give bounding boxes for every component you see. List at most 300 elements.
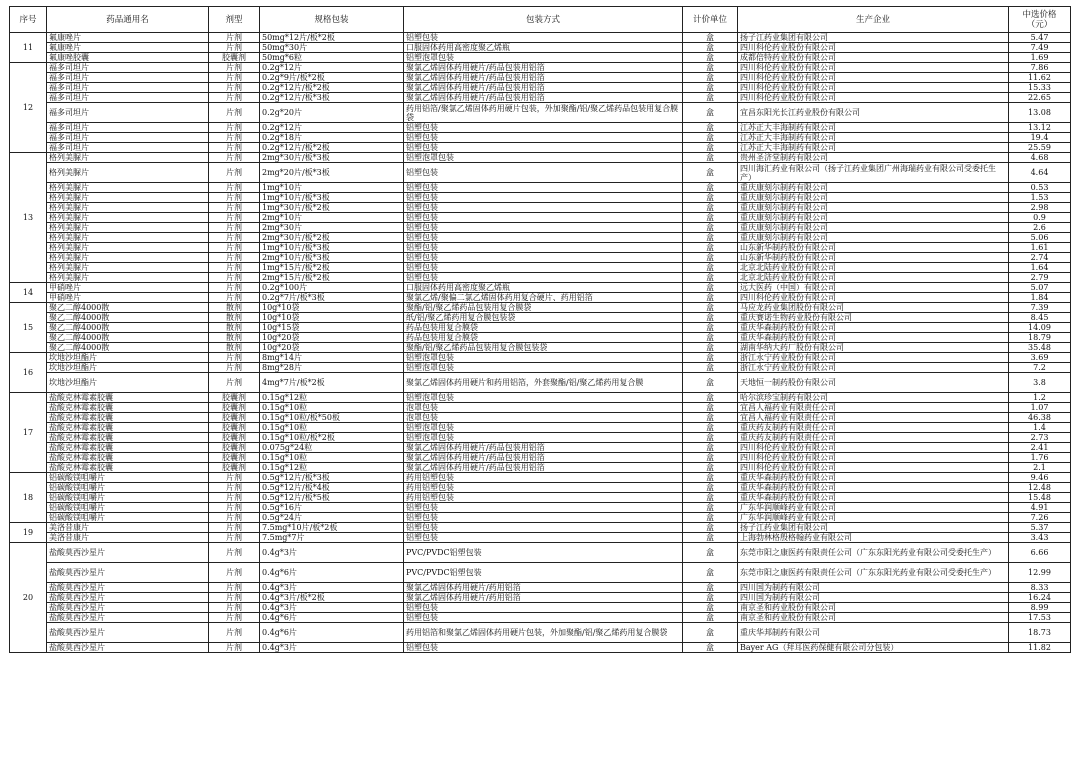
manufacturer-cell: 重庆华森制药股份有限公司 (738, 493, 1009, 503)
dosage-form-cell: 片剂 (209, 183, 260, 193)
specification-cell: 0.15g*10粒 (260, 453, 404, 463)
dosage-form-cell: 散剂 (209, 313, 260, 323)
specification-cell: 0.4g*6片 (260, 623, 404, 643)
drug-name-cell: 铝碳酸镁咀嚼片 (47, 483, 209, 493)
manufacturer-cell: 广东华润顺峰药业有限公司 (738, 503, 1009, 513)
packaging-cell: 口服固体药用高密度聚乙烯瓶 (404, 283, 683, 293)
specification-cell: 1mg*30片/板*2板 (260, 203, 404, 213)
price-cell: 6.66 (1009, 543, 1071, 563)
specification-cell: 0.15g*10粒 (260, 423, 404, 433)
table-row (10, 643, 1071, 653)
unit-cell: 盒 (683, 303, 738, 313)
manufacturer-cell: 重庆康刻尔制药有限公司 (738, 193, 1009, 203)
drug-name-cell: 甲硝唑片 (47, 293, 209, 303)
table-row (10, 203, 1071, 213)
packaging-cell: 铝塑包装 (404, 213, 683, 223)
table-row (10, 393, 1071, 403)
packaging-cell: 药用铝塑包装 (404, 473, 683, 483)
price-cell: 2.98 (1009, 203, 1071, 213)
unit-cell: 盒 (683, 183, 738, 193)
packaging-cell: 药用铝塑包装 (404, 493, 683, 503)
table-row (10, 603, 1071, 613)
specification-cell: 0.2g*12片 (260, 123, 404, 133)
dosage-form-cell: 片剂 (209, 293, 260, 303)
dosage-form-cell: 片剂 (209, 143, 260, 153)
manufacturer-cell: 东莞市阳之康医药有限责任公司（广东东阳光药业有限公司受委托生产） (738, 543, 1009, 563)
header-price (1009, 7, 1071, 33)
price-cell: 7.2 (1009, 363, 1071, 373)
table-row (10, 273, 1071, 283)
price-cell: 1.07 (1009, 403, 1071, 413)
drug-name-cell: 格列美脲片 (47, 223, 209, 233)
specification-cell: 0.5g*12片/板*5板 (260, 493, 404, 503)
seq-cell: 17 (10, 393, 47, 473)
price-cell: 1.2 (1009, 393, 1071, 403)
price-cell: 5.06 (1009, 233, 1071, 243)
unit-cell: 盒 (683, 433, 738, 443)
unit-cell: 盒 (683, 443, 738, 453)
dosage-form-cell: 片剂 (209, 513, 260, 523)
table-row (10, 453, 1071, 463)
drug-name-cell: 盐酸莫西沙星片 (47, 603, 209, 613)
specification-cell: 2mg*20片/板*3板 (260, 163, 404, 183)
seq-cell: 12 (10, 63, 47, 153)
manufacturer-cell: 天地恒一制药股份有限公司 (738, 373, 1009, 393)
unit-cell: 盒 (683, 493, 738, 503)
dosage-form-cell: 胶囊剂 (209, 463, 260, 473)
manufacturer-cell: 重庆康刻尔制药有限公司 (738, 213, 1009, 223)
price-cell: 7.39 (1009, 303, 1071, 313)
drug-name-cell: 盐酸克林霉素胶囊 (47, 393, 209, 403)
manufacturer-cell: 成都倍特药业股份有限公司 (738, 53, 1009, 63)
specification-cell: 0.15g*12粒 (260, 393, 404, 403)
specification-cell: 10g*15袋 (260, 323, 404, 333)
price-cell: 0.53 (1009, 183, 1071, 193)
manufacturer-cell: 四川科伦药业股份有限公司 (738, 443, 1009, 453)
price-cell: 1.61 (1009, 243, 1071, 253)
unit-cell: 盒 (683, 53, 738, 63)
specification-cell: 8mg*28片 (260, 363, 404, 373)
unit-cell: 盒 (683, 603, 738, 613)
packaging-cell: 铝塑泡罩包装 (404, 393, 683, 403)
price-cell: 1.84 (1009, 293, 1071, 303)
table-row (10, 133, 1071, 143)
unit-cell: 盒 (683, 423, 738, 433)
manufacturer-cell: 山东新华制药股份有限公司 (738, 253, 1009, 263)
price-cell: 8.99 (1009, 603, 1071, 613)
packaging-cell: 铝塑包装 (404, 613, 683, 623)
table-row (10, 123, 1071, 133)
specification-cell: 2mg*30片 (260, 223, 404, 233)
unit-cell: 盒 (683, 253, 738, 263)
unit-cell: 盒 (683, 213, 738, 223)
header-dosage-form: 剂型 (209, 7, 260, 33)
drug-name-cell: 聚乙二醇4000散 (47, 323, 209, 333)
table-row (10, 473, 1071, 483)
table-header (10, 7, 1071, 33)
table-row (10, 443, 1071, 453)
specification-cell: 0.4g*3片 (260, 543, 404, 563)
drug-name-cell: 盐酸莫西沙星片 (47, 643, 209, 653)
seq-cell: 19 (10, 523, 47, 543)
packaging-cell: PVC/PVDC铝塑包装 (404, 543, 683, 563)
dosage-form-cell: 片剂 (209, 623, 260, 643)
packaging-cell: 铝塑包装 (404, 533, 683, 543)
price-cell: 19.4 (1009, 133, 1071, 143)
price-cell: 2.79 (1009, 273, 1071, 283)
packaging-cell: 铝塑泡罩包装 (404, 153, 683, 163)
drug-name-cell: 格列美脲片 (47, 273, 209, 283)
specification-cell: 7.5mg*7片 (260, 533, 404, 543)
dosage-form-cell: 胶囊剂 (209, 423, 260, 433)
unit-cell: 盒 (683, 533, 738, 543)
manufacturer-cell: 重庆康刻尔制药有限公司 (738, 183, 1009, 193)
unit-cell: 盒 (683, 453, 738, 463)
table-row (10, 483, 1071, 493)
dosage-form-cell: 片剂 (209, 213, 260, 223)
price-cell: 2.1 (1009, 463, 1071, 473)
manufacturer-cell: 四川海汇药业有限公司（扬子江药业集团广州海瑞药业有限公司受委托生产） (738, 163, 1009, 183)
price-cell: 5.07 (1009, 283, 1071, 293)
seq-cell: 20 (10, 543, 47, 653)
manufacturer-cell: 广东华润顺峰药业有限公司 (738, 513, 1009, 523)
unit-cell: 盒 (683, 333, 738, 343)
manufacturer-cell: 宜昌东阳光长江药业股份有限公司 (738, 103, 1009, 123)
unit-cell: 盒 (683, 373, 738, 393)
manufacturer-cell: 江苏正大丰海制药有限公司 (738, 143, 1009, 153)
specification-cell: 7.5mg*10片/板*2板 (260, 523, 404, 533)
table-row (10, 53, 1071, 63)
unit-cell: 盒 (683, 593, 738, 603)
unit-cell: 盒 (683, 293, 738, 303)
manufacturer-cell: 北京北陆药业股份有限公司 (738, 273, 1009, 283)
specification-cell: 4mg*7片/板*2板 (260, 373, 404, 393)
packaging-cell: 铝塑包装 (404, 523, 683, 533)
drug-name-cell: 格列美脲片 (47, 203, 209, 213)
price-cell: 2.74 (1009, 253, 1071, 263)
price-cell: 5.37 (1009, 523, 1071, 533)
packaging-cell: 聚酯/铝/聚乙烯药品包装用复合膜包装袋 (404, 343, 683, 353)
price-cell: 2.41 (1009, 443, 1071, 453)
unit-cell: 盒 (683, 613, 738, 623)
table-row (10, 183, 1071, 193)
drug-name-cell: 福多司坦片 (47, 73, 209, 83)
manufacturer-cell: 四川国为制药有限公司 (738, 583, 1009, 593)
dosage-form-cell: 散剂 (209, 323, 260, 333)
specification-cell: 0.5g*16片 (260, 503, 404, 513)
dosage-form-cell: 片剂 (209, 83, 260, 93)
dosage-form-cell: 散剂 (209, 343, 260, 353)
unit-cell: 盒 (683, 143, 738, 153)
packaging-cell: 聚氯乙烯固体药用硬片和药用铝箔，外套聚酯/铝/聚乙烯药用复合膜 (404, 373, 683, 393)
dosage-form-cell: 片剂 (209, 613, 260, 623)
dosage-form-cell: 片剂 (209, 493, 260, 503)
specification-cell: 2mg*15片/板*2板 (260, 273, 404, 283)
dosage-form-cell: 片剂 (209, 203, 260, 213)
unit-cell: 盒 (683, 93, 738, 103)
seq-cell: 11 (10, 33, 47, 63)
specification-cell: 0.2g*12片/板*2板 (260, 83, 404, 93)
manufacturer-cell: 四川科伦药业股份有限公司 (738, 63, 1009, 73)
dosage-form-cell: 片剂 (209, 543, 260, 563)
price-cell: 2.73 (1009, 433, 1071, 443)
table-row (10, 63, 1071, 73)
price-cell: 1.4 (1009, 423, 1071, 433)
unit-cell: 盒 (683, 33, 738, 43)
dosage-form-cell: 片剂 (209, 123, 260, 133)
price-cell: 12.48 (1009, 483, 1071, 493)
table-row (10, 253, 1071, 263)
price-cell: 15.33 (1009, 83, 1071, 93)
packaging-cell: 铝塑泡罩包装 (404, 363, 683, 373)
packaging-cell: 聚氯乙烯固体药用硬片/药品包装用铝箔 (404, 63, 683, 73)
packaging-cell: 铝塑泡罩包装 (404, 53, 683, 63)
price-cell: 11.82 (1009, 643, 1071, 653)
specification-cell: 2mg*30片/板*3板 (260, 153, 404, 163)
manufacturer-cell: 贵州圣济堂制药有限公司 (738, 153, 1009, 163)
price-cell: 4.64 (1009, 163, 1071, 183)
price-cell: 1.76 (1009, 453, 1071, 463)
table-row (10, 303, 1071, 313)
specification-cell: 0.4g*3片 (260, 603, 404, 613)
drug-name-cell: 聚乙二醇4000散 (47, 303, 209, 313)
dosage-form-cell: 片剂 (209, 373, 260, 393)
specification-cell: 1mg*15片/板*2板 (260, 263, 404, 273)
table-row (10, 33, 1071, 43)
specification-cell: 2mg*10片 (260, 213, 404, 223)
packaging-cell: 铝塑包装 (404, 223, 683, 233)
dosage-form-cell: 片剂 (209, 223, 260, 233)
packaging-cell: 聚氯乙烯固体药用硬片/药用铝箔 (404, 593, 683, 603)
packaging-cell: PVC/PVDC铝塑包装 (404, 563, 683, 583)
specification-cell: 50mg*12片/板*2板 (260, 33, 404, 43)
drug-name-cell: 铝碳酸镁咀嚼片 (47, 513, 209, 523)
unit-cell: 盒 (683, 83, 738, 93)
table-row (10, 413, 1071, 423)
table-row (10, 163, 1071, 183)
dosage-form-cell: 胶囊剂 (209, 403, 260, 413)
dosage-form-cell: 片剂 (209, 563, 260, 583)
dosage-form-cell: 片剂 (209, 63, 260, 73)
drug-name-cell: 盐酸莫西沙星片 (47, 563, 209, 583)
unit-cell: 盒 (683, 643, 738, 653)
price-cell: 7.86 (1009, 63, 1071, 73)
drug-name-cell: 盐酸克林霉素胶囊 (47, 413, 209, 423)
price-cell: 11.62 (1009, 73, 1071, 83)
table-row (10, 93, 1071, 103)
packaging-cell: 铝塑包装 (404, 643, 683, 653)
specification-cell: 0.2g*100片 (260, 283, 404, 293)
unit-cell: 盒 (683, 483, 738, 493)
unit-cell: 盒 (683, 153, 738, 163)
dosage-form-cell: 片剂 (209, 93, 260, 103)
price-cell: 18.73 (1009, 623, 1071, 643)
unit-cell: 盒 (683, 123, 738, 133)
drug-name-cell: 格列美脲片 (47, 183, 209, 193)
packaging-cell: 药用铝塑包装 (404, 483, 683, 493)
drug-name-cell: 格列美脲片 (47, 253, 209, 263)
table-row (10, 463, 1071, 473)
manufacturer-cell: 山东新华制药股份有限公司 (738, 243, 1009, 253)
packaging-cell: 聚酯/铝/聚乙烯药品包装用复合膜袋 (404, 303, 683, 313)
price-cell: 13.12 (1009, 123, 1071, 133)
specification-cell: 0.5g*12片/板*4板 (260, 483, 404, 493)
specification-cell: 0.2g*12片/板*3板 (260, 93, 404, 103)
unit-cell: 盒 (683, 103, 738, 123)
drug-name-cell: 铝碳酸镁咀嚼片 (47, 493, 209, 503)
manufacturer-cell: 四川科伦药业股份有限公司 (738, 43, 1009, 53)
seq-cell: 16 (10, 353, 47, 393)
price-cell: 46.38 (1009, 413, 1071, 423)
table-row (10, 83, 1071, 93)
specification-cell: 0.2g*12片/板*2板 (260, 143, 404, 153)
price-cell: 4.91 (1009, 503, 1071, 513)
unit-cell: 盒 (683, 403, 738, 413)
dosage-form-cell: 片剂 (209, 43, 260, 53)
unit-cell: 盒 (683, 63, 738, 73)
packaging-cell: 聚氯乙烯固体药用硬片/药品包装用铝箔 (404, 83, 683, 93)
drug-name-cell: 聚乙二醇4000散 (47, 313, 209, 323)
manufacturer-cell: 马应龙药业集团股份有限公司 (738, 303, 1009, 313)
specification-cell: 8mg*14片 (260, 353, 404, 363)
drug-name-cell: 福多司坦片 (47, 83, 209, 93)
table-row (10, 403, 1071, 413)
drug-name-cell: 格列美脲片 (47, 153, 209, 163)
price-cell: 22.65 (1009, 93, 1071, 103)
manufacturer-cell: 重庆赛诺生物药业股份有限公司 (738, 313, 1009, 323)
price-cell: 2.6 (1009, 223, 1071, 233)
unit-cell: 盒 (683, 223, 738, 233)
specification-cell: 0.15g*10粒/板*50板 (260, 413, 404, 423)
manufacturer-cell: 宜昌人福药业有限责任公司 (738, 413, 1009, 423)
table-body (10, 33, 1071, 653)
specification-cell: 0.4g*6片 (260, 613, 404, 623)
packaging-cell: 铝塑包装 (404, 503, 683, 513)
specification-cell: 0.2g*7片/板*3板 (260, 293, 404, 303)
price-cell: 18.79 (1009, 333, 1071, 343)
specification-cell: 0.075g*24粒 (260, 443, 404, 453)
dosage-form-cell: 片剂 (209, 233, 260, 243)
drug-name-cell: 坎地沙坦酯片 (47, 373, 209, 393)
drug-name-cell: 格列美脲片 (47, 193, 209, 203)
dosage-form-cell: 片剂 (209, 253, 260, 263)
manufacturer-cell: 重庆康刻尔制药有限公司 (738, 223, 1009, 233)
packaging-cell: 铝塑包装 (404, 513, 683, 523)
specification-cell: 1mg*10片 (260, 183, 404, 193)
table-row (10, 223, 1071, 233)
drug-name-cell: 盐酸克林霉素胶囊 (47, 433, 209, 443)
specification-cell: 0.5g*12片/板*3板 (260, 473, 404, 483)
packaging-cell: 聚氯乙烯固体药用硬片/药品包装用铝箔 (404, 463, 683, 473)
dosage-form-cell: 片剂 (209, 273, 260, 283)
dosage-form-cell: 片剂 (209, 263, 260, 273)
specification-cell: 0.4g*6片 (260, 563, 404, 583)
dosage-form-cell: 片剂 (209, 533, 260, 543)
dosage-form-cell: 片剂 (209, 353, 260, 363)
price-cell: 16.24 (1009, 593, 1071, 603)
table-row (10, 543, 1071, 563)
price-cell: 3.69 (1009, 353, 1071, 363)
dosage-form-cell: 片剂 (209, 243, 260, 253)
manufacturer-cell: 四川科伦药业股份有限公司 (738, 453, 1009, 463)
packaging-cell: 聚氯乙烯固体药用硬片/药品包装用铝箔 (404, 93, 683, 103)
manufacturer-cell: 四川科伦药业股份有限公司 (738, 73, 1009, 83)
drug-name-cell: 氟康唑片 (47, 43, 209, 53)
drug-name-cell: 盐酸莫西沙星片 (47, 583, 209, 593)
packaging-cell: 铝塑包装 (404, 163, 683, 183)
header-price-unit: （元） (1026, 19, 1053, 30)
drug-name-cell: 盐酸莫西沙星片 (47, 623, 209, 643)
table-row (10, 43, 1071, 53)
table-row (10, 283, 1071, 293)
unit-cell: 盒 (683, 73, 738, 83)
unit-cell: 盒 (683, 363, 738, 373)
price-cell: 35.48 (1009, 343, 1071, 353)
dosage-form-cell: 散剂 (209, 303, 260, 313)
table-row (10, 213, 1071, 223)
dosage-form-cell: 片剂 (209, 523, 260, 533)
price-cell: 25.59 (1009, 143, 1071, 153)
price-cell: 14.09 (1009, 323, 1071, 333)
table-row (10, 373, 1071, 393)
manufacturer-cell: 哈尔滨珍宝制药有限公司 (738, 393, 1009, 403)
manufacturer-cell: 江苏正大丰海制药有限公司 (738, 123, 1009, 133)
manufacturer-cell: 重庆华森制药股份有限公司 (738, 333, 1009, 343)
table-row (10, 503, 1071, 513)
drug-name-cell: 盐酸克林霉素胶囊 (47, 423, 209, 433)
specification-cell: 0.4g*3片 (260, 643, 404, 653)
table-row (10, 243, 1071, 253)
table-row (10, 623, 1071, 643)
dosage-form-cell: 片剂 (209, 283, 260, 293)
drug-name-cell: 盐酸莫西沙星片 (47, 593, 209, 603)
manufacturer-cell: 重庆药友制药有限责任公司 (738, 423, 1009, 433)
table-row (10, 363, 1071, 373)
drug-name-cell: 盐酸莫西沙星片 (47, 613, 209, 623)
packaging-cell: 铝塑泡罩包装 (404, 353, 683, 363)
unit-cell: 盒 (683, 203, 738, 213)
table-row (10, 313, 1071, 323)
drug-name-cell: 格列美脲片 (47, 263, 209, 273)
dosage-form-cell: 胶囊剂 (209, 393, 260, 403)
manufacturer-cell: Bayer AG（拜耳医药保健有限公司分包装） (738, 643, 1009, 653)
unit-cell: 盒 (683, 243, 738, 253)
specification-cell: 0.2g*20片 (260, 103, 404, 123)
specification-cell: 10g*20袋 (260, 343, 404, 353)
seq-cell: 15 (10, 303, 47, 353)
specification-cell: 0.2g*18片 (260, 133, 404, 143)
dosage-form-cell: 胶囊剂 (209, 453, 260, 463)
unit-cell: 盒 (683, 523, 738, 533)
specification-cell: 2mg*30片/板*2板 (260, 233, 404, 243)
unit-cell: 盒 (683, 563, 738, 583)
drug-name-cell: 铝碳酸镁咀嚼片 (47, 473, 209, 483)
packaging-cell: 纸/铝/聚乙烯药用复合膜包装袋 (404, 313, 683, 323)
manufacturer-cell: 江苏正大丰海制药有限公司 (738, 133, 1009, 143)
packaging-cell: 铝塑包装 (404, 203, 683, 213)
dosage-form-cell: 胶囊剂 (209, 53, 260, 63)
table-row (10, 333, 1071, 343)
price-cell: 0.9 (1009, 213, 1071, 223)
manufacturer-cell: 四川科伦药业股份有限公司 (738, 293, 1009, 303)
table-row (10, 353, 1071, 363)
packaging-cell: 铝塑包装 (404, 263, 683, 273)
drug-name-cell: 格列美脲片 (47, 243, 209, 253)
unit-cell: 盒 (683, 263, 738, 273)
unit-cell: 盒 (683, 543, 738, 563)
specification-cell: 1mg*10片/板*3板 (260, 193, 404, 203)
packaging-cell: 药用铝箔和聚氯乙烯固体药用硬片包装，外加聚酯/铝/聚乙烯药用复合膜袋 (404, 623, 683, 643)
